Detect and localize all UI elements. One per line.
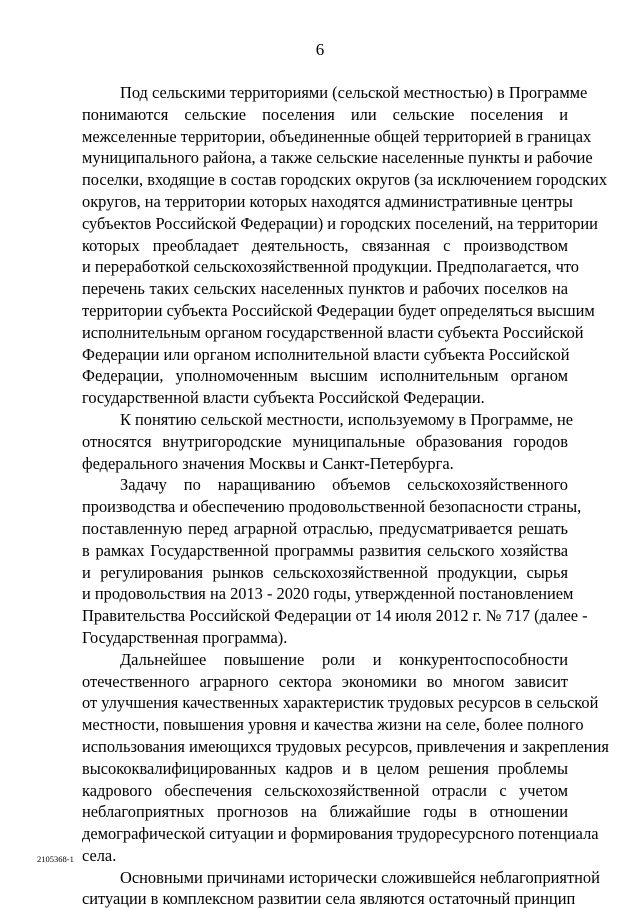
text-line: села. [82,845,117,865]
text-line: высококвалифицированных кадров и в целом решения проблемы [82,758,568,778]
text-line: К понятию сельской местности, используемому в Программе, не [120,409,574,429]
text-line: Под сельскими территориями (сельской местностью) в Программе [120,83,588,102]
text-line: Федерации, уполномоченным высшим исполнительным органом [82,366,568,386]
text-line: межселенные территории, объединенные общей территорией в границах [82,126,592,146]
text-line: федерального значения Москвы и Санкт-Петербурга. [82,453,454,473]
text-line: субъектов Российской Федерации) и городских поселений, на территории [82,213,598,233]
text-line: Основными причинами исторически сложившейся неблагоприятной [120,867,600,887]
text-line: округов, на территории которых находятся административные центры [82,191,573,211]
text-line: и переработкой сельскохозяйственной продукции. Предполагается, что [82,257,580,277]
text-line: и регулирования рынков сельскохозяйственной продукции, сырья [82,562,568,582]
text-line: которых преобладает деятельность, связанная с производством [82,235,568,255]
text-line: поселки, входящие в состав городских округов (за исключением городских [82,170,608,190]
text-line: государственной власти субъекта Российской Федерации. [82,388,485,408]
text-line: Государственная программа). [82,627,288,647]
text-line: исполнительным органом государственной власти субъекта Российской [82,322,584,342]
paragraph [82,409,574,474]
text-line: Дальнейшее повышение роли и конкурентоспособности [120,649,568,669]
text-line: Правительства Российской Федерации от 14 июля 2012 г. № 717 (далее - [82,606,588,626]
text-line: поставленную перед аграрной отраслью, предусматривается решать [82,518,568,538]
paragraph [82,82,608,409]
paragraph [82,649,609,867]
text-line: Федерации или органом исполнительной власти субъекта Российской [82,344,570,364]
text-line: в рамках Государственной программы развития сельского хозяйства [82,540,568,560]
paragraph [82,474,588,648]
text-line: территории субъекта Российской Федерации будет определяться высшим [82,300,595,320]
text-line: перечень таких сельских населенных пунктов и рабочих поселков на [82,279,568,299]
text-line: относятся внутригородские муниципальные образования городов [82,431,568,451]
body-text [82,82,609,910]
page-number: 6 [315,40,325,59]
text-line: местности, повышения уровня и качества жизни на селе, более полного [82,715,584,735]
paragraph [82,867,600,910]
text-line: и продовольствия на 2013 - 2020 годы, утвержденной постановлением [82,584,574,604]
text-line: муниципального района, а также сельские населенные пункты и рабочие [82,148,593,168]
text-line: демографической ситуации и формирования трудоресурсного потенциала [82,824,599,844]
text-line: использования имеющихся трудовых ресурсов, привлечения и закрепления [82,736,609,756]
text-line: производства и обеспечению продовольственной безопасности страны, [82,497,582,517]
text-line: Задачу по наращиванию объемов сельскохозяйственного [120,475,568,495]
text-line: кадрового обеспечения сельскохозяйственной отрасли с учетом [82,780,568,800]
text-line: понимаются сельские поселения или сельские поселения и [82,104,568,124]
text-line: отечественного аграрного сектора экономики во многом зависит [82,671,568,691]
document-code: 2105368-1 [37,854,74,864]
text-line: неблагоприятных прогнозов на ближайшие годы в отношении [82,802,568,822]
text-line: от улучшения качественных характеристик трудовых ресурсов в сельской [82,693,599,713]
text-line: ситуации в комплексном развитии села являются остаточный принцип [82,889,576,909]
